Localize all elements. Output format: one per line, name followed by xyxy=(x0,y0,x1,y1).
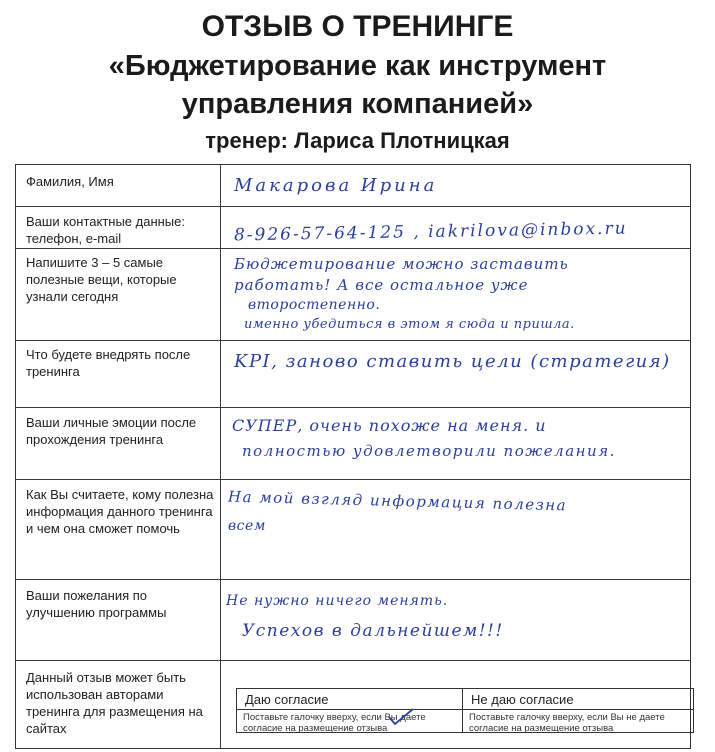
handwritten-answer-line: На мой взгляд информация полезна xyxy=(227,487,568,515)
handwritten-answer-line: всем xyxy=(228,518,266,534)
row-label: Напишите 3 – 5 самые полезные вещи, которые узнали сегодня xyxy=(26,255,177,304)
handwritten-answer-line: второстепенно. xyxy=(248,297,381,313)
handwritten-answer-line: полностью удовлетворили пожелания. xyxy=(242,442,616,460)
handwritten-answer: 8-926-57-64-125 , iakrilova@inbox.ru xyxy=(233,218,628,246)
agree-title: Даю согласие xyxy=(245,692,329,707)
disagree-title: Не даю согласие xyxy=(471,692,574,707)
form-row-wishes xyxy=(16,580,690,661)
form-row-contacts xyxy=(16,207,690,249)
form-title: ОТЗЫВ О ТРЕНИНГЕ xyxy=(201,10,514,43)
handwritten-answer-line: Не нужно ничего менять. xyxy=(226,593,449,609)
consent-table xyxy=(236,688,694,733)
disagree-option[interactable] xyxy=(463,689,693,732)
handwritten-answer-line: именно убедиться в этом я сюда и пришла. xyxy=(244,317,575,332)
row-label: Фамилия, Имя xyxy=(26,174,114,189)
form-row-name xyxy=(16,165,690,207)
row-label: Данный отзыв может быть использован авторами тренинга для размещения на сайтах xyxy=(26,670,203,736)
row-label: Ваши контактные данные: телефон, e-mail xyxy=(26,214,185,246)
trainer-name: тренер: Лариса Плотницкая xyxy=(205,128,510,153)
row-label: Ваши личные эмоции после прохождения тренинга xyxy=(26,415,197,447)
row-label: Ваши пожелания по улучшению программы xyxy=(26,588,167,620)
agree-option[interactable] xyxy=(237,689,463,732)
form-row-useful-things xyxy=(16,249,690,341)
handwritten-answer-line: СУПЕР, очень похоже на меня. и xyxy=(232,416,547,435)
training-name-line-1: «Бюджетирование как инструмент xyxy=(108,50,607,82)
form-row-implement xyxy=(16,341,690,408)
handwritten-answer: Макарова Ирина xyxy=(234,175,438,196)
form-row-consent xyxy=(16,661,690,750)
disagree-hint: Поставьте галочку вверху, если Вы не даете согласие на размещение отзыва xyxy=(469,712,665,734)
form-row-emotions xyxy=(16,408,690,480)
handwritten-answer-line: Успехов в дальнейшем!!! xyxy=(242,621,504,641)
handwritten-answer-line: Бюджетирование можно заставить xyxy=(234,255,569,273)
checkmark-icon xyxy=(387,707,417,727)
agree-hint: Поставьте галочку вверху, если Вы даете согласие на размещение отзыва xyxy=(243,712,426,734)
row-label: Что будете внедрять после тренинга xyxy=(26,347,191,379)
handwritten-answer-line: работать! А все остальное уже xyxy=(234,276,529,294)
handwritten-answer: KPI, заново ставить цели (стратегия) xyxy=(234,351,671,372)
feedback-form xyxy=(15,164,691,749)
row-label: Как Вы считаете, кому полезна информация данного тренинга и чем она сможет помочь xyxy=(26,487,214,536)
form-row-who-benefits xyxy=(16,480,690,580)
training-name-line-2: управления компанией» xyxy=(181,88,534,120)
